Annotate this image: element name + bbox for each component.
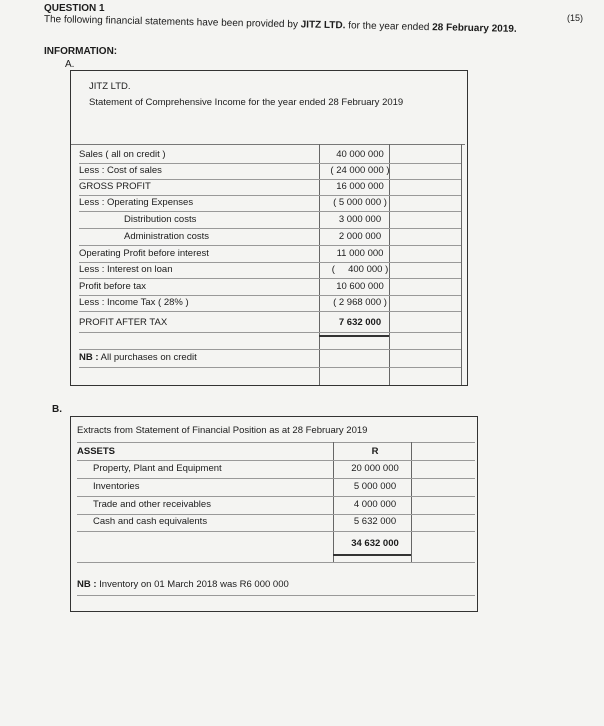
row-value: 40 000 000 bbox=[336, 149, 384, 160]
row-divider bbox=[77, 442, 475, 443]
table-row bbox=[79, 195, 459, 211]
nb-label: NB : bbox=[77, 579, 97, 590]
question-text-prefix: The following financial statements have been provided by bbox=[43, 14, 301, 31]
row-label: Trade and other receivables bbox=[93, 499, 211, 510]
question-title: QUESTION 1 bbox=[44, 3, 105, 14]
row-divider bbox=[79, 332, 461, 333]
row-value: ( 400 000 ) bbox=[331, 264, 389, 275]
row-value: 10 600 000 bbox=[336, 281, 384, 292]
row-divider bbox=[77, 595, 475, 596]
assets-header: ASSETS bbox=[77, 446, 116, 457]
row-label: Less : Income Tax ( 28% ) bbox=[79, 297, 189, 308]
financial-position-table bbox=[70, 416, 478, 612]
statement-title: Statement of Comprehensive Income for the year ended 28 February 2019 bbox=[89, 97, 404, 108]
table-row bbox=[79, 279, 459, 295]
total-underline bbox=[319, 335, 389, 337]
row-value: 5 632 000 bbox=[353, 516, 397, 527]
row-label: Cash and cash equivalents bbox=[93, 516, 208, 527]
table-title-row bbox=[77, 423, 473, 440]
row-label: Less : Operating Expenses bbox=[79, 197, 194, 208]
column-divider bbox=[461, 144, 462, 385]
income-statement-table bbox=[70, 70, 468, 386]
table-row bbox=[77, 514, 473, 531]
row-value: ( 2 968 000 ) bbox=[333, 297, 387, 308]
table-row bbox=[79, 229, 459, 245]
row-divider bbox=[79, 311, 461, 312]
company-name: JITZ LTD. bbox=[300, 19, 346, 32]
table-row bbox=[79, 246, 459, 262]
income-statement-header bbox=[71, 71, 465, 145]
table-row bbox=[77, 497, 473, 514]
table-title: Extracts from Statement of Financial Position as at 28 February 2019 bbox=[77, 425, 368, 436]
row-value: 5 000 000 bbox=[353, 481, 397, 492]
nb-note bbox=[79, 352, 197, 363]
table-row bbox=[77, 479, 473, 496]
row-divider bbox=[79, 367, 461, 368]
row-value: 4 000 000 bbox=[353, 499, 397, 510]
row-divider bbox=[77, 562, 475, 563]
nb-text: All purchases on credit bbox=[98, 352, 197, 363]
row-label: Less : Cost of sales bbox=[79, 165, 162, 176]
question-text-mid: for the year ended bbox=[345, 20, 433, 34]
table-row bbox=[79, 315, 459, 331]
table-row bbox=[79, 179, 459, 195]
table-row bbox=[79, 163, 459, 179]
row-label: Property, Plant and Equipment bbox=[93, 463, 222, 474]
currency-header: R bbox=[371, 446, 379, 457]
table-row bbox=[79, 147, 459, 163]
table-row bbox=[77, 461, 473, 478]
row-value: 20 000 000 bbox=[351, 463, 399, 474]
row-label: PROFIT AFTER TAX bbox=[79, 317, 168, 328]
table-row bbox=[79, 212, 459, 228]
row-label: Administration costs bbox=[124, 231, 210, 242]
section-a-label: A. bbox=[65, 59, 75, 70]
nb-note bbox=[77, 577, 473, 594]
nb-text bbox=[77, 579, 289, 590]
total-underline bbox=[333, 554, 411, 556]
row-value: ( 24 000 000 ) bbox=[330, 165, 390, 176]
row-divider bbox=[79, 349, 461, 350]
total-assets: 34 632 000 bbox=[351, 538, 399, 549]
table-row bbox=[79, 295, 459, 311]
table-row bbox=[77, 444, 473, 461]
nb-label: NB : bbox=[79, 352, 99, 363]
row-label: Less : Interest on loan bbox=[79, 264, 173, 275]
section-b-label: B. bbox=[52, 404, 62, 415]
row-value: 7 632 000 bbox=[338, 317, 382, 328]
marks-label: (15) bbox=[567, 13, 584, 23]
row-label: Inventories bbox=[93, 481, 140, 492]
row-value: 11 000 000 bbox=[336, 248, 384, 259]
nb-body: Inventory on 01 March 2018 was R6 000 000 bbox=[96, 579, 289, 590]
statement-company: JITZ LTD. bbox=[89, 81, 131, 92]
row-value: 3 000 000 bbox=[338, 214, 382, 225]
row-label: GROSS PROFIT bbox=[79, 181, 151, 192]
row-value: 16 000 000 bbox=[336, 181, 384, 192]
row-label: Operating Profit before interest bbox=[79, 248, 209, 259]
row-value: 2 000 000 bbox=[338, 231, 382, 242]
row-divider bbox=[77, 531, 475, 532]
total-row bbox=[77, 536, 473, 553]
year-end-date: 28 February 2019. bbox=[432, 22, 517, 35]
row-value: ( 5 000 000 ) bbox=[333, 197, 387, 208]
information-heading: INFORMATION: bbox=[44, 46, 118, 57]
table-row bbox=[79, 262, 459, 278]
row-label: Profit before tax bbox=[79, 281, 147, 292]
row-label: Distribution costs bbox=[124, 214, 197, 225]
question-text bbox=[44, 14, 517, 35]
row-label: Sales ( all on credit ) bbox=[79, 149, 166, 160]
